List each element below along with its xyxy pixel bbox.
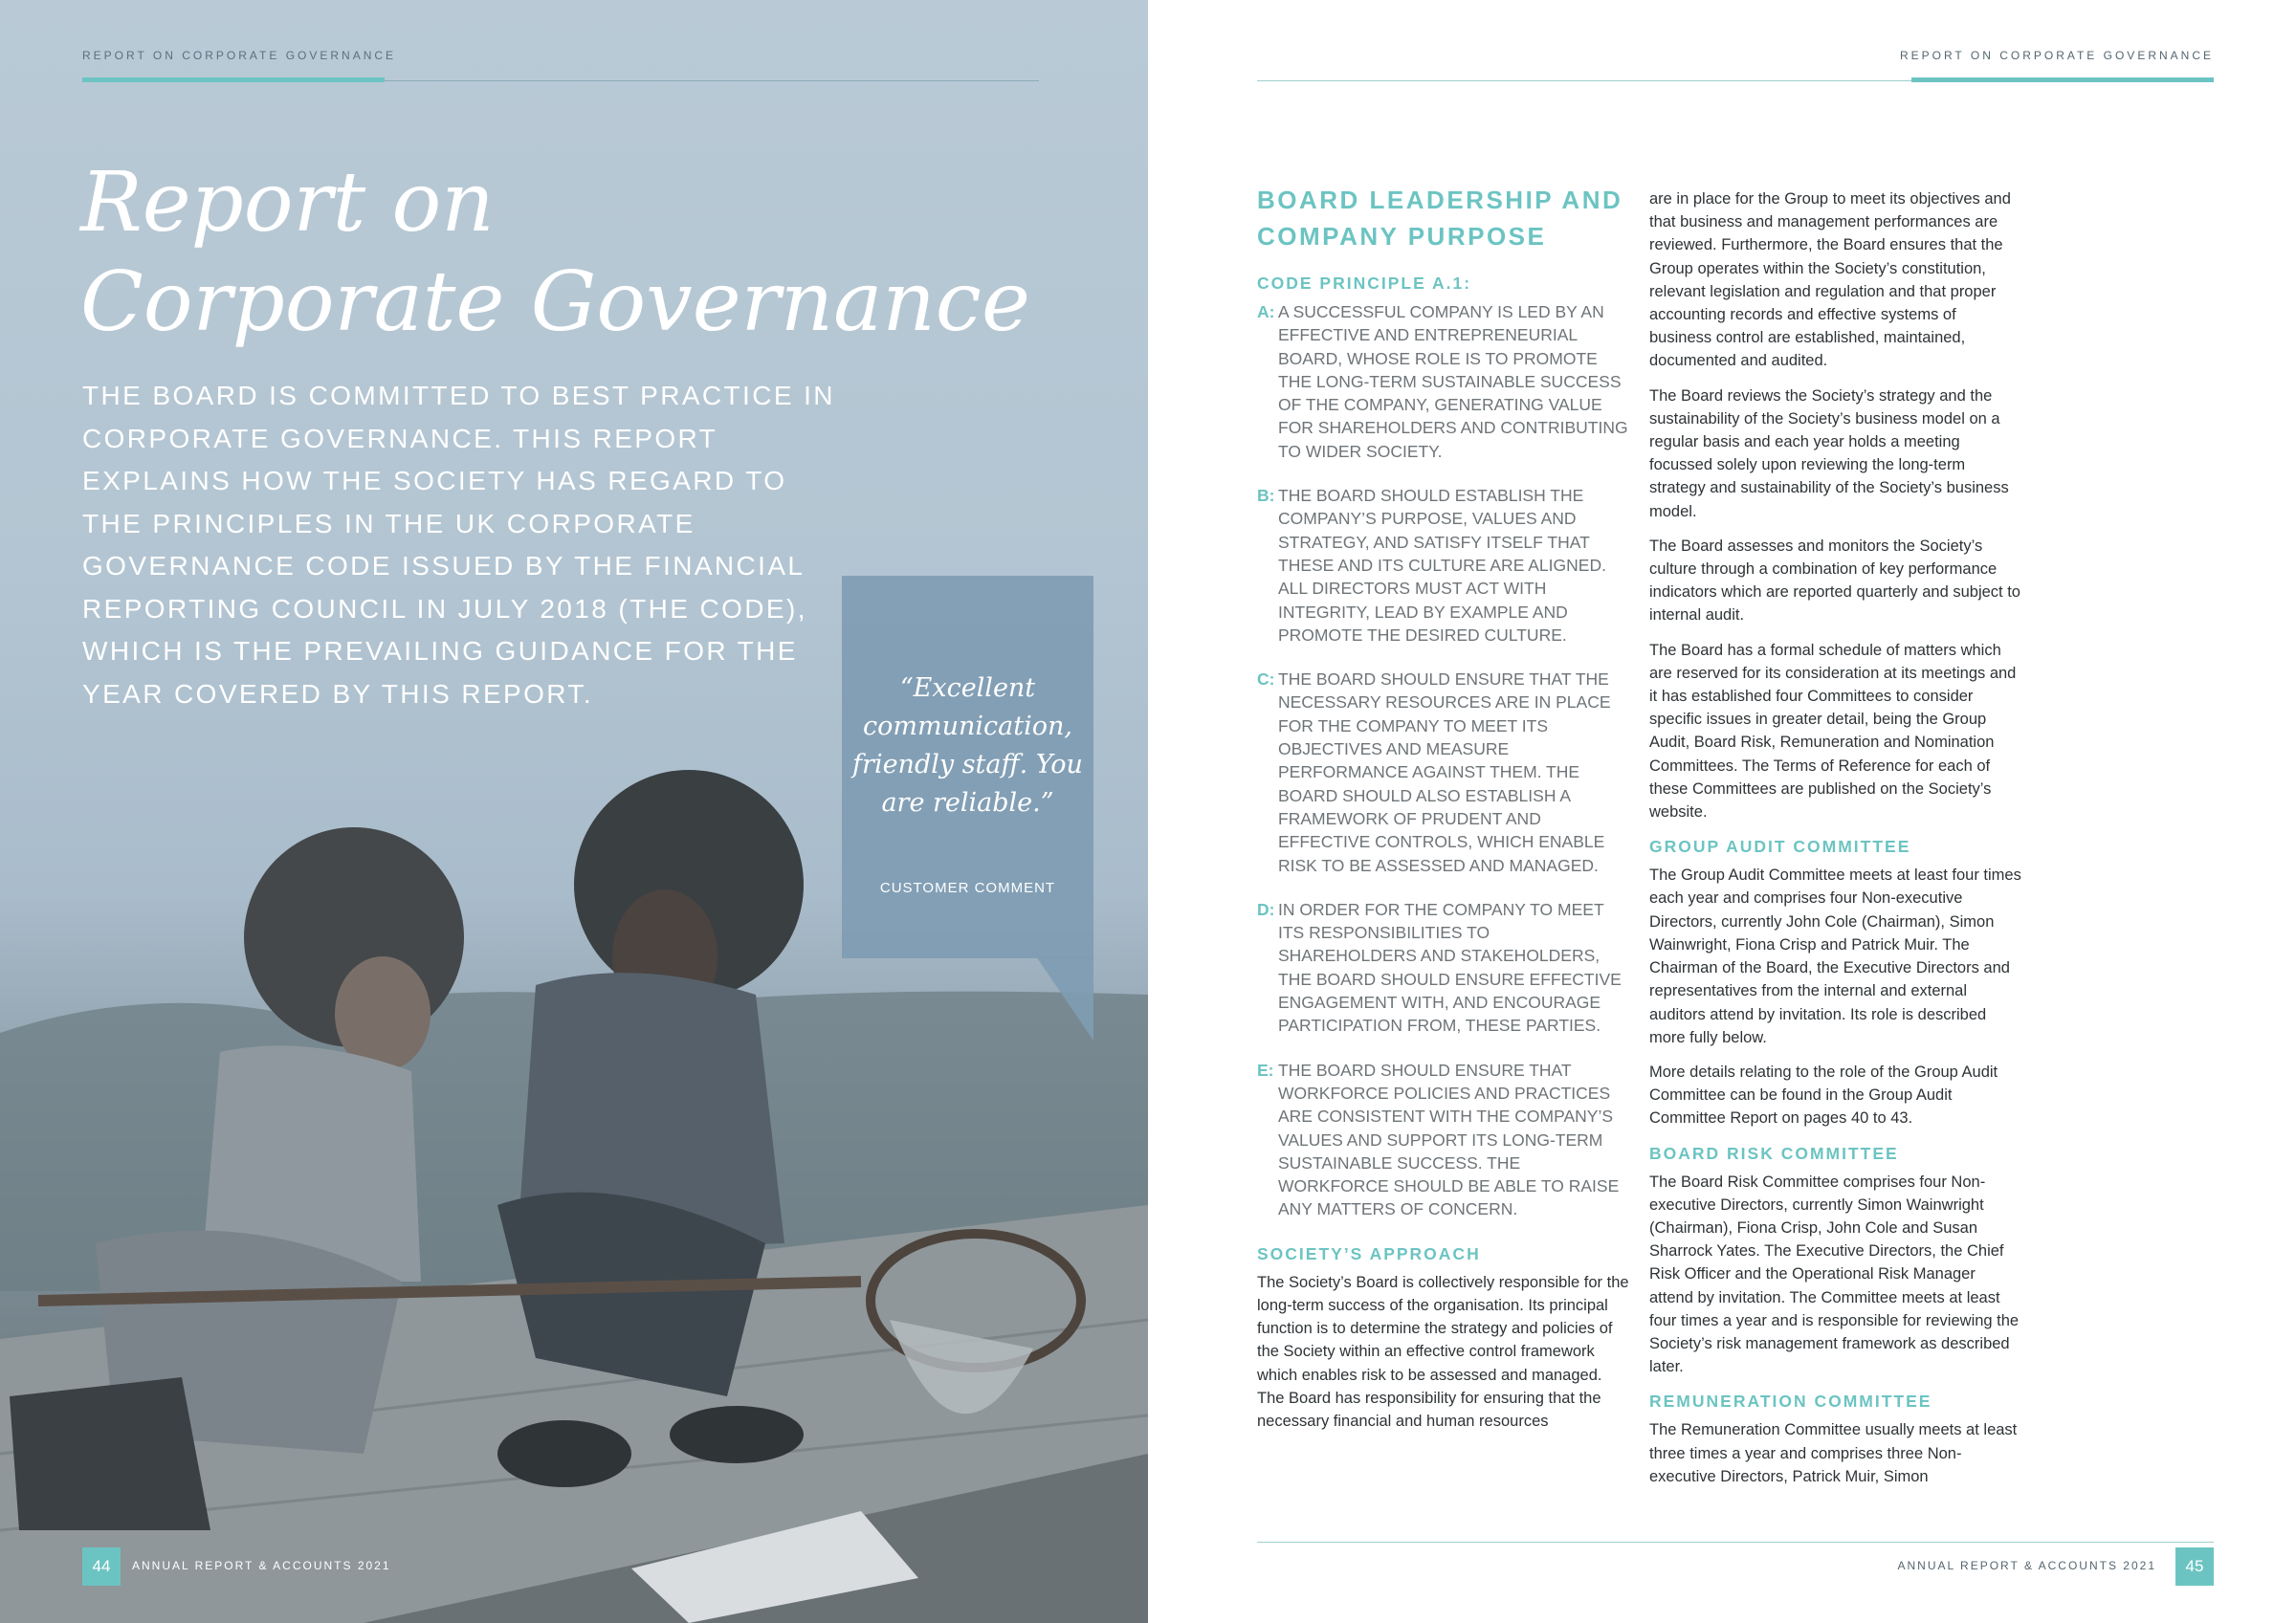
header-accent-bar [82, 77, 385, 82]
page-number: 44 [82, 1547, 121, 1586]
principle-letter: A: [1257, 302, 1275, 321]
principle-letter: D: [1257, 899, 1275, 919]
header-accent-bar [1911, 77, 2214, 82]
body-paragraph: The Board assesses and monitors the Society’s culture through a combination of key performance indicators which are reported quarterly and subject to internal audit. [1649, 537, 2020, 625]
principle-text: THE BOARD SHOULD ENSURE THAT THE NECESSARY RESOURCES ARE IN PLACE FOR THE COMPANY TO MEET ITS OBJECTIVES AND MEASURE PERFORMANCE AGAINST THEM. THE BOARD SHOULD ALSO ESTABLISH A FRAMEWORK OF PRUDENT AND EFFECTIVE CONTROLS, WHICH ENABLE RISK TO BE ASSESSED AND MANAGED. [1278, 669, 1611, 875]
text-column-2 [1649, 187, 2022, 1500]
title-line-2: Corporate Governance [80, 254, 1030, 350]
quote-callout-tail [1036, 956, 1093, 1041]
principle-item [1257, 484, 1630, 647]
intro-statement: THE BOARD IS COMMITTED TO BEST PRACTICE IN CORPORATE GOVERNANCE. THIS REPORT EXPLAINS HOW THE SOCIETY HAS REGARD TO THE PRINCIPLES IN THE UK CORPORATE GOVERNANCE CODE ISSUED BY THE FINANCIAL REPORTING COUNCIL IN JULY 2018 (THE CODE), WHICH IS THE PREVAILING GUIDANCE FOR THE YEAR COVERED BY THIS REPORT. [82, 381, 835, 709]
principle-text: THE BOARD SHOULD ESTABLISH THE COMPANY’S PURPOSE, VALUES AND STRATEGY, AND SATISFY ITSELF THAT THESE AND ITS CULTURE ARE ALIGNED. ALL DIRECTORS MUST ACT WITH INTEGRITY, LEAD BY EXAMPLE AND PROMOTE THE DESIRED CULTURE. [1278, 486, 1606, 645]
risk-paragraph: The Board Risk Committee comprises four Non-executive Directors, currently Simon Wainwright (Chairman), Fiona Crisp, John Cole and Susan Sharrock Yates. The Executive Directors, the Chief Risk Officer and the Operational Risk Manager attend by invitation. The Committee meets at least four times a year and is responsible for reviewing the Society’s risk management framework as described later. [1649, 1173, 2020, 1376]
right-page [1148, 0, 2296, 1623]
title-line-1: Report on [80, 155, 495, 251]
page-number: 45 [2175, 1547, 2214, 1586]
running-footer: ANNUAL REPORT & ACCOUNTS 2021 [132, 1559, 391, 1572]
audit-paragraph: The Group Audit Committee meets at least four times each year and comprises four Non-executive Directors, currently John Cole (Chairman), Simon Wainwright, Fiona Crisp and Patrick Muir. The Chairman of the Board, the Executive Directors and representatives from the internal and external auditors attend by invitation. Its role is described more fully below. [1649, 866, 2021, 1046]
body-paragraph: The Board reviews the Society’s strategy and the sustainability of the Society’s business model on a regular basis and each year holds a meeting focussed solely upon reviewing the long-term strategy and sustainability of the Society’s business model. [1649, 386, 2009, 520]
customer-quote: “Excellent communication, friendly staff. You are reliable.” [852, 673, 1083, 818]
body-paragraph: The Board has a formal schedule of matters which are reserved for its consideration at its meetings and it has established four Committees to consider specific issues in greater detail, being the Group Audit, Board Risk, Remuneration and Nomination Committees. The Terms of Reference for each of these Committees are published on the Society’s website. [1649, 641, 2017, 822]
code-principle-heading: CODE PRINCIPLE A.1: [1257, 274, 1472, 293]
principle-item [1257, 300, 1630, 463]
running-header: REPORT ON CORPORATE GOVERNANCE [1899, 49, 2214, 62]
running-footer: ANNUAL REPORT & ACCOUNTS 2021 [1897, 1559, 2156, 1572]
running-header: REPORT ON CORPORATE GOVERNANCE [82, 49, 397, 62]
principles-list [1257, 300, 1630, 1221]
approach-heading: SOCIETY’S APPROACH [1257, 1243, 1481, 1263]
remuneration-paragraph: The Remuneration Committee usually meets at least three times a year and comprises three Non-executive Directors, Patrick Muir, Simon [1649, 1421, 2018, 1485]
risk-committee-heading: BOARD RISK COMMITTEE [1649, 1143, 1899, 1163]
principle-letter: B: [1257, 486, 1275, 506]
principle-text: IN ORDER FOR THE COMPANY TO MEET ITS RESPONSIBILITIES TO SHAREHOLDERS AND STAKEHOLDERS, THE BOARD SHOULD ENSURE EFFECTIVE ENGAGEMENT WITH, AND ENCOURAGE PARTICIPATION FROM, THESE PARTIES. [1278, 899, 1622, 1036]
principle-text: A SUCCESSFUL COMPANY IS LED BY AN EFFECTIVE AND ENTREPRENEURIAL BOARD, WHOSE ROLE IS TO PROMOTE THE LONG-TERM SUSTAINABLE SUCCESS OF THE COMPANY, GENERATING VALUE FOR SHAREHOLDERS AND CONTRIBUTING TO WIDER SOCIETY. [1278, 302, 1628, 461]
audit-committee-heading: GROUP AUDIT COMMITTEE [1649, 837, 1911, 857]
principle-letter: E: [1257, 1060, 1274, 1080]
body-paragraph: are in place for the Group to meet its objectives and that business and management performances are reviewed. Furthermore, the Board ensures that the Group operates within the Society’s constitution, relevant legislation and regulation and that proper accounting records and effective systems of business control are established, maintained, documented and audited. [1649, 190, 2011, 370]
remuneration-committee-heading: REMUNERATION COMMITTEE [1649, 1392, 1932, 1412]
audit-paragraph: More details relating to the role of the Group Audit Committee can be found in the Group Audit Committee Report on pages 40 to 43. [1649, 1063, 1998, 1128]
approach-paragraph: The Society’s Board is collectively responsible for the long-term success of the organisation. Its principal function is to determine the strategy and policies of the Society within an effective control framework which enables risk to be assessed and managed. The Board has responsibility for ensuring that the necessary financial and human resources [1257, 1273, 1629, 1430]
principle-letter: C: [1257, 669, 1275, 690]
quote-attribution: CUSTOMER COMMENT [879, 880, 1056, 896]
text-column-1 [1257, 182, 1630, 1444]
principle-text: THE BOARD SHOULD ENSURE THAT WORKFORCE POLICIES AND PRACTICES ARE CONSISTENT WITH THE COMPANY’S VALUES AND SUPPORT ITS LONG-TERM SUSTAINABLE SUCCESS. THE WORKFORCE SHOULD BE ABLE TO RAISE ANY MATTERS OF CONCERN. [1278, 1060, 1620, 1219]
page-title [80, 153, 1037, 352]
principle-item [1257, 898, 1630, 1038]
section-heading: BOARD LEADERSHIP AND COMPANY PURPOSE [1257, 186, 1623, 251]
footer-rule [1257, 1542, 2214, 1543]
principle-item [1257, 1059, 1630, 1221]
principle-item [1257, 668, 1630, 877]
